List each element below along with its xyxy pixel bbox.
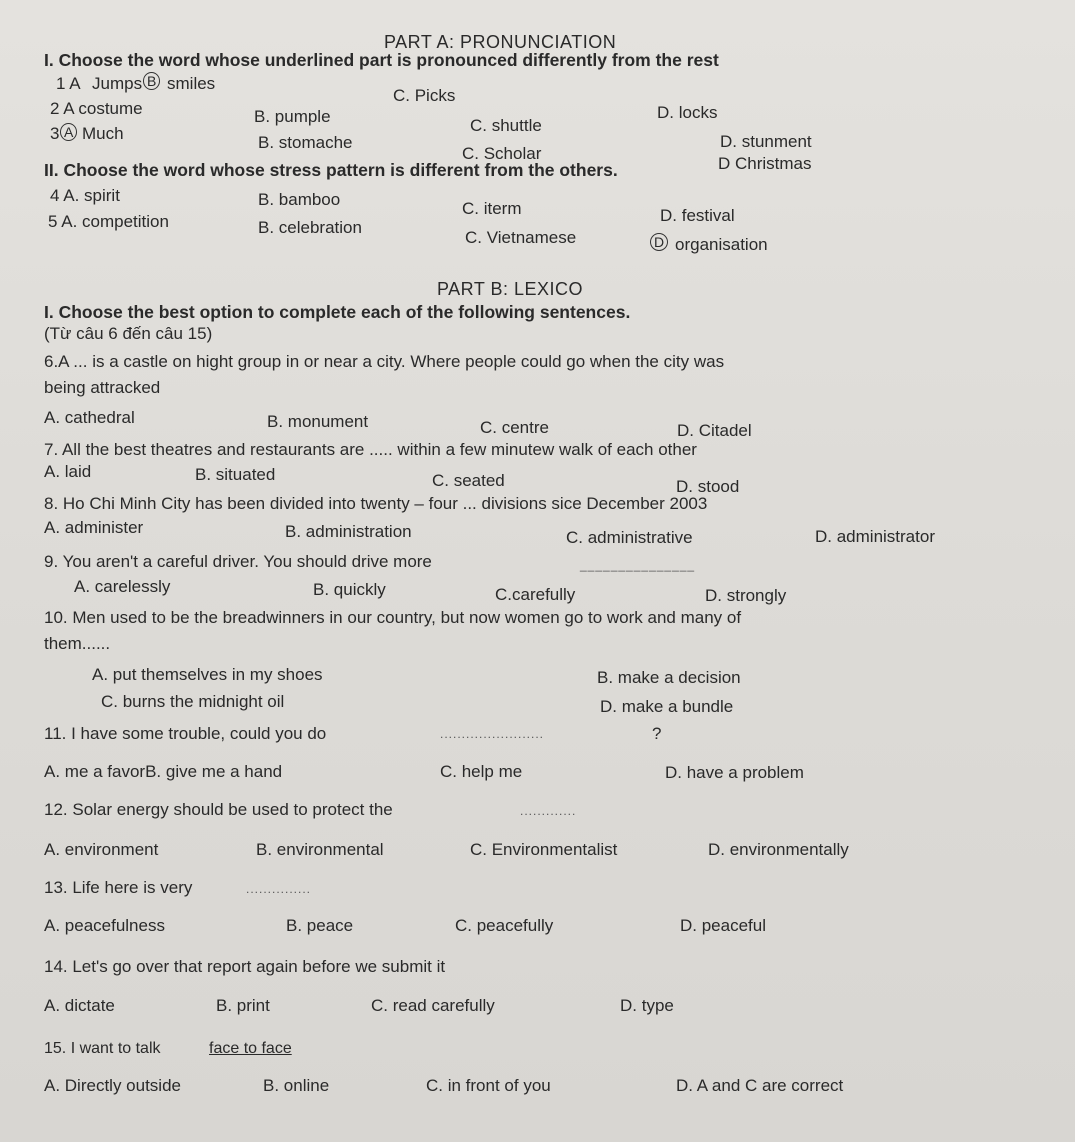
q15-d: D. A and C are correct <box>676 1076 844 1095</box>
q13-d: D. peaceful <box>680 916 766 935</box>
q10-a: A. put themselves in my shoes <box>92 665 323 684</box>
q12-b: B. environmental <box>256 840 384 859</box>
q3-b: B. stomache <box>258 133 353 152</box>
q10-b: B. make a decision <box>597 668 741 687</box>
q9-c: C.carefully <box>495 585 576 604</box>
q11-blank: ........................ <box>440 727 545 741</box>
q6-d: D. Citadel <box>677 421 752 440</box>
part-b-section-1: I. Choose the best option to complete each of the following sentences. <box>44 302 631 322</box>
part-a-section-1: I. Choose the word whose underlined part is pronounced differently from the rest <box>44 50 719 70</box>
q12-blank: ............. <box>520 804 577 818</box>
q6-line-2: being attracked <box>44 378 161 397</box>
q6-a: A. cathedral <box>44 408 135 427</box>
part-a-section-2: II. Choose the word whose stress pattern is different from the others. <box>44 160 618 180</box>
q11-question: 11. I have some trouble, could you do <box>44 724 327 743</box>
q3-c: C. Scholar <box>462 144 542 163</box>
q4-d: D. festival <box>660 206 735 225</box>
q2-d: D. stunment <box>720 132 812 151</box>
q14-b: B. print <box>216 996 270 1015</box>
part-a-title: PART A: PRONUNCIATION <box>384 32 617 52</box>
q5-b: B. celebration <box>258 218 362 237</box>
q12-d: D. environmentally <box>708 840 849 859</box>
q13-b: B. peace <box>286 916 354 935</box>
q1-a: Jumps <box>92 74 143 93</box>
part-b-title: PART B: LEXICO <box>437 279 584 299</box>
q14-a: A. dictate <box>44 996 115 1015</box>
q12-a: A. environment <box>44 840 159 859</box>
q1-num: 1 A <box>56 74 81 93</box>
q3-a-circle: A <box>60 123 77 141</box>
q5-d-circle: D <box>650 233 668 251</box>
q6-line-1: 6.A ... is a castle on hight group in or near a city. Where people could go when the city was <box>44 352 725 371</box>
q1-b-circle: B <box>143 72 160 90</box>
q11-end: ? <box>652 724 662 743</box>
q13-a: A. peacefulness <box>44 916 165 935</box>
q8-d: D. administrator <box>815 527 935 546</box>
q9-blank: _______________ <box>580 558 696 572</box>
q14-d: D. type <box>620 996 674 1015</box>
q12-question: 12. Solar energy should be used to protect the <box>44 800 393 819</box>
q15-underlined: face to face <box>209 1040 292 1057</box>
q1-c: C. Picks <box>393 86 456 105</box>
q6-b: B. monument <box>267 412 369 431</box>
q2-b: B. pumple <box>254 107 331 126</box>
q8-question: 8. Ho Chi Minh City has been divided into twenty – four ... divisions sice December 2003 <box>44 494 708 513</box>
q9-b: B. quickly <box>313 580 386 599</box>
q10-line-2: them...... <box>44 634 111 653</box>
q5-c: C. Vietnamese <box>465 228 577 247</box>
q11-ab: A. me a favorB. give me a hand <box>44 762 283 781</box>
q10-c: C. burns the midnight oil <box>101 692 285 711</box>
q4-c: C. iterm <box>462 199 522 218</box>
q14-question: 14. Let's go over that report again before we submit it <box>44 957 446 976</box>
q3-a: Much <box>82 124 124 143</box>
q7-d: D. stood <box>676 477 740 496</box>
q11-d: D. have a problem <box>665 763 804 782</box>
q4-b: B. bamboo <box>258 190 341 209</box>
q1-b: smiles <box>167 74 216 93</box>
q7-c: C. seated <box>432 471 505 490</box>
q15-a: A. Directly outside <box>44 1076 181 1095</box>
q6-c: C. centre <box>480 418 549 437</box>
q10-line-1: 10. Men used to be the breadwinners in our country, but now women go to work and many of <box>44 608 742 627</box>
q15-question: 15. I want to talk <box>44 1040 161 1057</box>
q9-a: A. carelessly <box>74 577 171 596</box>
q11-c: C. help me <box>440 762 523 781</box>
q12-c: C. Environmentalist <box>470 840 618 859</box>
q10-d: D. make a bundle <box>600 697 734 716</box>
q7-a: A. laid <box>44 462 92 481</box>
q3-d: D Christmas <box>718 154 812 173</box>
q8-a: A. administer <box>44 518 144 537</box>
q13-blank: ............... <box>246 882 312 896</box>
q8-c: C. administrative <box>566 528 693 547</box>
q5-a: 5 A. competition <box>48 212 169 231</box>
q3-num: 3 <box>50 124 60 143</box>
q2-c: C. shuttle <box>470 116 542 135</box>
q5-d: organisation <box>675 235 768 254</box>
q14-c: C. read carefully <box>371 996 495 1015</box>
q9-d: D. strongly <box>705 586 787 605</box>
q4-a: 4 A. spirit <box>50 186 120 205</box>
q13-question: 13. Life here is very <box>44 878 193 897</box>
q15-c: C. in front of you <box>426 1076 551 1095</box>
q1-d: D. locks <box>657 103 718 122</box>
q13-c: C. peacefully <box>455 916 554 935</box>
q15-b: B. online <box>263 1076 330 1095</box>
q7-b: B. situated <box>195 465 276 484</box>
q9-question: 9. You aren't a careful driver. You should drive more <box>44 552 432 571</box>
q8-b: B. administration <box>285 522 412 541</box>
part-b-subtitle: (Từ câu 6 đến câu 15) <box>44 324 213 343</box>
q2-a: 2 A costume <box>50 99 143 118</box>
q7-question: 7. All the best theatres and restaurants are ..... within a few minutew walk of each other <box>44 440 697 459</box>
